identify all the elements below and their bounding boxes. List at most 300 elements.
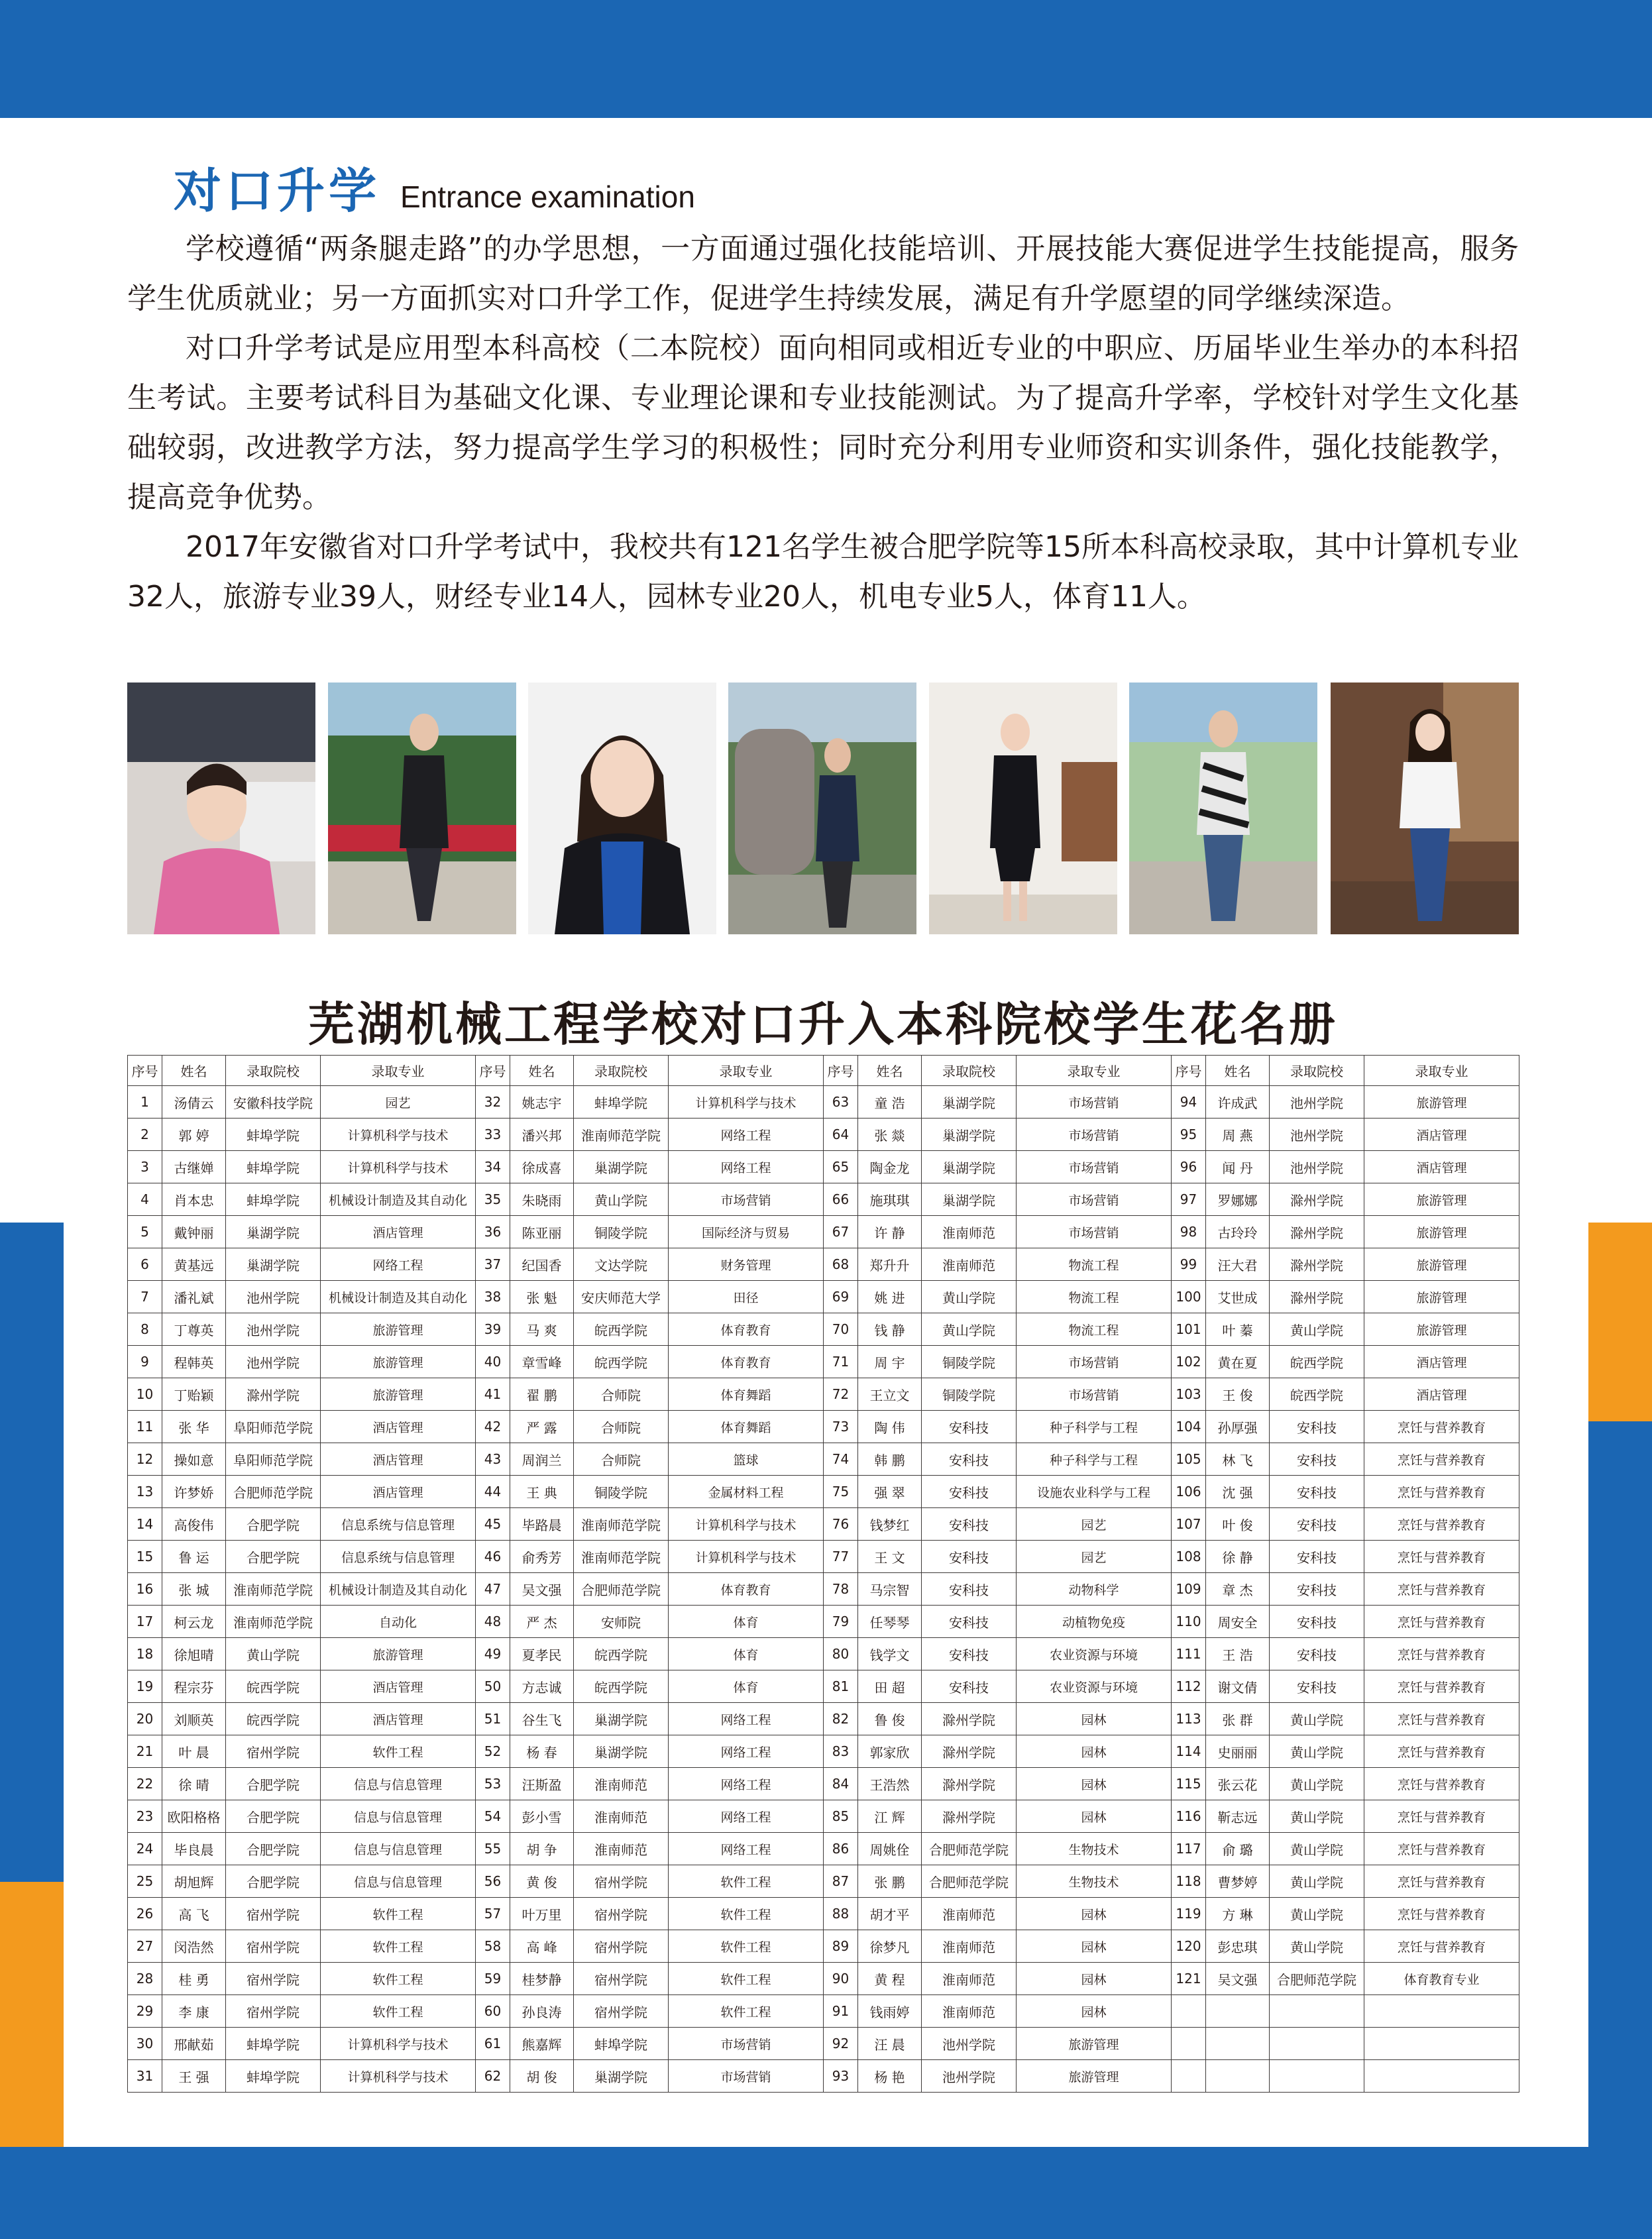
cell-major: 软件工程 — [669, 1865, 824, 1898]
cell-major: 网络工程 — [669, 1151, 824, 1183]
cell-name: 俞秀芳 — [510, 1541, 574, 1573]
cell-school: 黄山学院 — [1270, 1833, 1364, 1865]
cell-number: 24 — [128, 1833, 162, 1865]
cell-school: 黄山学院 — [1270, 1800, 1364, 1833]
cell-school: 安科技 — [922, 1443, 1017, 1476]
table-row — [128, 1086, 1519, 1119]
cell-name: 谢文倩 — [1206, 1670, 1270, 1703]
cell-name: 胡才平 — [858, 1898, 922, 1930]
cell-name: 胡旭辉 — [162, 1865, 226, 1898]
cell-school: 淮南师范 — [574, 1768, 669, 1800]
cell-major: 种子科学与工程 — [1017, 1411, 1172, 1443]
header-name: 姓名 — [858, 1056, 922, 1086]
cell-name: 郑升升 — [858, 1248, 922, 1281]
header-number: 序号 — [1172, 1056, 1206, 1086]
cell-number: 19 — [128, 1670, 162, 1703]
cell-number: 89 — [824, 1930, 858, 1963]
table-row — [128, 1411, 1519, 1443]
cell-number: 14 — [128, 1508, 162, 1541]
cell-number: 116 — [1172, 1800, 1206, 1833]
cell-major: 旅游管理 — [1364, 1248, 1519, 1281]
cell-major: 信息系统与信息管理 — [321, 1508, 476, 1541]
cell-name: 朱晓雨 — [510, 1183, 574, 1216]
cell-major: 园艺 — [1017, 1508, 1172, 1541]
cell-major: 体育 — [669, 1670, 824, 1703]
cell-number: 76 — [824, 1508, 858, 1541]
cell-number: 86 — [824, 1833, 858, 1865]
cell-major: 旅游管理 — [1017, 2060, 1172, 2093]
cell-school: 淮南师范 — [922, 1995, 1017, 2028]
cell-number: 34 — [476, 1151, 510, 1183]
table-row — [128, 1833, 1519, 1865]
cell-school: 蚌埠学院 — [226, 2060, 321, 2093]
cell-school: 宿州学院 — [226, 1995, 321, 2028]
cell-major: 物流工程 — [1017, 1248, 1172, 1281]
cell-school: 宿州学院 — [574, 1995, 669, 2028]
cell-number: 53 — [476, 1768, 510, 1800]
cell-major: 信息与信息管理 — [321, 1768, 476, 1800]
cell-number: 2 — [128, 1119, 162, 1151]
cell-name: 桂 勇 — [162, 1963, 226, 1995]
cell-major: 软件工程 — [321, 1930, 476, 1963]
cell-name: 丁贻颖 — [162, 1378, 226, 1411]
table-row — [128, 1313, 1519, 1346]
cell-name: 徐旭晴 — [162, 1638, 226, 1670]
cell-major: 计算机科学与技术 — [321, 1151, 476, 1183]
cell-name: 周 燕 — [1206, 1119, 1270, 1151]
cell-major: 市场营销 — [1017, 1216, 1172, 1248]
cell-major — [1364, 2060, 1519, 2093]
cell-major: 旅游管理 — [1364, 1313, 1519, 1346]
header-name: 姓名 — [1206, 1056, 1270, 1086]
cell-school: 合肥师范学院 — [1270, 1963, 1364, 1995]
cell-major: 旅游管理 — [1364, 1086, 1519, 1119]
cell-number: 71 — [824, 1346, 858, 1378]
cell-name: 古继婵 — [162, 1151, 226, 1183]
cell-major: 市场营销 — [669, 2060, 824, 2093]
cell-number: 15 — [128, 1541, 162, 1573]
cell-number: 6 — [128, 1248, 162, 1281]
cell-name: 史丽丽 — [1206, 1735, 1270, 1768]
roster-title: 芜湖机械工程学校对口升入本科院校学生花名册 — [308, 997, 1338, 1052]
cell-school: 池州学院 — [922, 2028, 1017, 2060]
cell-number: 109 — [1172, 1573, 1206, 1606]
cell-number: 97 — [1172, 1183, 1206, 1216]
cell-number: 114 — [1172, 1735, 1206, 1768]
cell-name: 鲁 运 — [162, 1541, 226, 1573]
cell-number: 79 — [824, 1606, 858, 1638]
cell-major: 金属材料工程 — [669, 1476, 824, 1508]
cell-number: 119 — [1172, 1898, 1206, 1930]
cell-number: 69 — [824, 1281, 858, 1313]
cell-major: 旅游管理 — [321, 1313, 476, 1346]
cell-major: 机械设计制造及其自动化 — [321, 1281, 476, 1313]
cell-name: 胡 争 — [510, 1833, 574, 1865]
cell-major: 烹饪与营养教育 — [1364, 1768, 1519, 1800]
cell-school: 宿州学院 — [226, 1963, 321, 1995]
cell-number: 90 — [824, 1963, 858, 1995]
cell-number: 22 — [128, 1768, 162, 1800]
cell-number: 30 — [128, 2028, 162, 2060]
cell-name: 叶万里 — [510, 1898, 574, 1930]
cell-major: 软件工程 — [321, 1963, 476, 1995]
table-row — [128, 1898, 1519, 1930]
cell-name: 钱 静 — [858, 1313, 922, 1346]
cell-major: 园林 — [1017, 1898, 1172, 1930]
cell-school: 宿州学院 — [226, 1735, 321, 1768]
student-photo — [728, 683, 916, 934]
cell-number: 85 — [824, 1800, 858, 1833]
cell-school: 皖西学院 — [226, 1670, 321, 1703]
cell-major: 体育舞蹈 — [669, 1378, 824, 1411]
cell-number: 10 — [128, 1378, 162, 1411]
cell-major: 园林 — [1017, 1995, 1172, 2028]
cell-name: 操如意 — [162, 1443, 226, 1476]
table-row — [128, 1638, 1519, 1670]
cell-name: 鲁 俊 — [858, 1703, 922, 1735]
cell-number: 20 — [128, 1703, 162, 1735]
cell-name: 钱梦红 — [858, 1508, 922, 1541]
cell-major: 软件工程 — [669, 1930, 824, 1963]
cell-number: 41 — [476, 1378, 510, 1411]
cell-number: 102 — [1172, 1346, 1206, 1378]
cell-name: 陈亚丽 — [510, 1216, 574, 1248]
cell-school: 池州学院 — [226, 1281, 321, 1313]
cell-major: 园艺 — [1017, 1541, 1172, 1573]
cell-major: 动植物免疫 — [1017, 1606, 1172, 1638]
cell-number: 83 — [824, 1735, 858, 1768]
cell-name: 方 琳 — [1206, 1898, 1270, 1930]
cell-major: 酒店管理 — [321, 1411, 476, 1443]
cell-number: 62 — [476, 2060, 510, 2093]
cell-major: 物流工程 — [1017, 1281, 1172, 1313]
cell-school: 皖西学院 — [574, 1638, 669, 1670]
cell-name: 徐 静 — [1206, 1541, 1270, 1573]
cell-school: 淮南师范 — [922, 1898, 1017, 1930]
cell-major: 旅游管理 — [1017, 2028, 1172, 2060]
table-row — [128, 1216, 1519, 1248]
cell-name: 程宗芬 — [162, 1670, 226, 1703]
cell-major: 烹饪与营养教育 — [1364, 1508, 1519, 1541]
cell-school: 宿州学院 — [574, 1865, 669, 1898]
cell-number: 81 — [824, 1670, 858, 1703]
cell-major: 体育 — [669, 1638, 824, 1670]
cell-number: 111 — [1172, 1638, 1206, 1670]
cell-school: 安庆师范大学 — [574, 1281, 669, 1313]
cell-number: 35 — [476, 1183, 510, 1216]
cell-school: 皖西学院 — [1270, 1378, 1364, 1411]
cell-school: 巢湖学院 — [574, 1151, 669, 1183]
table-row — [128, 1443, 1519, 1476]
cell-number: 63 — [824, 1086, 858, 1119]
cell-school: 合肥师范学院 — [922, 1865, 1017, 1898]
cell-name: 欧阳格格 — [162, 1800, 226, 1833]
cell-school: 合肥学院 — [226, 1508, 321, 1541]
cell-name: 童 浩 — [858, 1086, 922, 1119]
cell-major: 田径 — [669, 1281, 824, 1313]
cell-major: 烹饪与营养教育 — [1364, 1670, 1519, 1703]
cell-number: 72 — [824, 1378, 858, 1411]
header-school: 录取院校 — [574, 1056, 669, 1086]
cell-number: 99 — [1172, 1248, 1206, 1281]
cell-school: 黄山学院 — [1270, 1930, 1364, 1963]
cell-number: 96 — [1172, 1151, 1206, 1183]
cell-school: 宿州学院 — [574, 1898, 669, 1930]
cell-name: 章 杰 — [1206, 1573, 1270, 1606]
cell-school: 安科技 — [922, 1670, 1017, 1703]
cell-name: 胡 俊 — [510, 2060, 574, 2093]
cell-number: 59 — [476, 1963, 510, 1995]
cell-name: 叶 蓁 — [1206, 1313, 1270, 1346]
cell-name: 程韩英 — [162, 1346, 226, 1378]
cell-number: 45 — [476, 1508, 510, 1541]
table-row — [128, 1281, 1519, 1313]
header-school: 录取院校 — [226, 1056, 321, 1086]
cell-major: 体育舞蹈 — [669, 1411, 824, 1443]
cell-number: 66 — [824, 1183, 858, 1216]
cell-school: 巢湖学院 — [922, 1151, 1017, 1183]
table-row — [128, 2060, 1519, 2093]
cell-name: 夏孝民 — [510, 1638, 574, 1670]
cell-school: 黄山学院 — [1270, 1898, 1364, 1930]
cell-major: 计算机科学与技术 — [321, 2028, 476, 2060]
cell-number: 67 — [824, 1216, 858, 1248]
cell-major: 软件工程 — [321, 1898, 476, 1930]
cell-number: 95 — [1172, 1119, 1206, 1151]
cell-school: 蚌埠学院 — [574, 1086, 669, 1119]
cell-major: 信息与信息管理 — [321, 1800, 476, 1833]
table-row — [128, 1735, 1519, 1768]
cell-school: 合肥学院 — [226, 1541, 321, 1573]
cell-number: 44 — [476, 1476, 510, 1508]
table-header-row — [128, 1056, 1519, 1086]
cell-school: 淮南师范 — [922, 1963, 1017, 1995]
top-banner — [0, 0, 1652, 118]
cell-school: 淮南师范学院 — [574, 1508, 669, 1541]
cell-number: 32 — [476, 1086, 510, 1119]
cell-number: 84 — [824, 1768, 858, 1800]
cell-name: 任琴琴 — [858, 1606, 922, 1638]
cell-name: 戴钟丽 — [162, 1216, 226, 1248]
cell-school — [1270, 2028, 1364, 2060]
cell-number: 74 — [824, 1443, 858, 1476]
cell-school: 淮南师范 — [922, 1930, 1017, 1963]
cell-school: 蚌埠学院 — [226, 1151, 321, 1183]
cell-number: 121 — [1172, 1963, 1206, 1995]
cell-name: 王 典 — [510, 1476, 574, 1508]
cell-major: 动物科学 — [1017, 1573, 1172, 1606]
table-row — [128, 1541, 1519, 1573]
student-photo — [929, 683, 1117, 934]
cell-major: 网络工程 — [669, 1735, 824, 1768]
table-row — [128, 1963, 1519, 1995]
cell-school: 池州学院 — [1270, 1119, 1364, 1151]
cell-major: 旅游管理 — [321, 1346, 476, 1378]
cell-major: 酒店管理 — [321, 1476, 476, 1508]
cell-major: 旅游管理 — [321, 1638, 476, 1670]
cell-school: 淮南师范学院 — [574, 1119, 669, 1151]
cell-name: 黄在夏 — [1206, 1346, 1270, 1378]
cell-number: 47 — [476, 1573, 510, 1606]
header-school: 录取院校 — [1270, 1056, 1364, 1086]
cell-name: 陶金龙 — [858, 1151, 922, 1183]
cell-school: 安科技 — [922, 1508, 1017, 1541]
cell-major: 烹饪与营养教育 — [1364, 1833, 1519, 1865]
cell-school: 安科技 — [922, 1638, 1017, 1670]
cell-number: 60 — [476, 1995, 510, 2028]
cell-major: 市场营销 — [1017, 1151, 1172, 1183]
cell-number: 105 — [1172, 1443, 1206, 1476]
cell-name: 徐成喜 — [510, 1151, 574, 1183]
cell-name: 汪大君 — [1206, 1248, 1270, 1281]
cell-school: 皖西学院 — [1270, 1346, 1364, 1378]
cell-school: 滁州学院 — [922, 1703, 1017, 1735]
cell-number: 40 — [476, 1346, 510, 1378]
cell-name: 林 飞 — [1206, 1443, 1270, 1476]
cell-school: 池州学院 — [226, 1346, 321, 1378]
cell-name: 张 魁 — [510, 1281, 574, 1313]
cell-school: 滁州学院 — [1270, 1216, 1364, 1248]
cell-name: 郭 婷 — [162, 1119, 226, 1151]
cell-major: 机械设计制造及其自动化 — [321, 1183, 476, 1216]
cell-number: 25 — [128, 1865, 162, 1898]
bottom-banner — [0, 2147, 1652, 2239]
cell-number: 93 — [824, 2060, 858, 2093]
cell-number: 113 — [1172, 1703, 1206, 1735]
cell-school: 安科技 — [1270, 1670, 1364, 1703]
cell-number: 12 — [128, 1443, 162, 1476]
cell-name: 桂梦静 — [510, 1963, 574, 1995]
cell-name: 沈 强 — [1206, 1476, 1270, 1508]
cell-name: 纪国香 — [510, 1248, 574, 1281]
cell-school: 安科技 — [1270, 1606, 1364, 1638]
intro-paragraph: 学校遵循“两条腿走路”的办学思想，一方面通过强化技能培训、开展技能大赛促进学生技能提高，服务学生优质就业；另一方面抓实对口升学工作，促进学生持续发展，满足有升学愿望的同学继续深造。 — [127, 232, 1519, 315]
cell-name: 钱学文 — [858, 1638, 922, 1670]
cell-school: 淮南师范学院 — [574, 1541, 669, 1573]
cell-school: 安科技 — [1270, 1443, 1364, 1476]
cell-name: 孙厚强 — [1206, 1411, 1270, 1443]
cell-name: 肖本忠 — [162, 1183, 226, 1216]
cell-number: 107 — [1172, 1508, 1206, 1541]
cell-number: 42 — [476, 1411, 510, 1443]
cell-name: 郭家欣 — [858, 1735, 922, 1768]
cell-name: 方志诚 — [510, 1670, 574, 1703]
cell-number: 82 — [824, 1703, 858, 1735]
cell-number: 52 — [476, 1735, 510, 1768]
cell-school: 合肥学院 — [226, 1768, 321, 1800]
cell-major: 烹饪与营养教育 — [1364, 1800, 1519, 1833]
cell-name: 汪斯盈 — [510, 1768, 574, 1800]
cell-number: 73 — [824, 1411, 858, 1443]
cell-school: 合师院 — [574, 1378, 669, 1411]
cell-major: 生物技术 — [1017, 1833, 1172, 1865]
table-row — [128, 2028, 1519, 2060]
intro-paragraph: 2017年安徽省对口升学考试中，我校共有121名学生被合肥学院等15所本科高校录取，其中计算机专业32人，旅游专业39人，财经专业14人，园林专业20人，机电专业5人，体育11人。 — [127, 530, 1519, 614]
cell-school: 安徽科技学院 — [226, 1086, 321, 1119]
cell-school: 合肥学院 — [226, 1865, 321, 1898]
cell-number: 77 — [824, 1541, 858, 1573]
cell-name: 潘礼斌 — [162, 1281, 226, 1313]
cell-number: 68 — [824, 1248, 858, 1281]
cell-number: 118 — [1172, 1865, 1206, 1898]
cell-school: 滁州学院 — [226, 1378, 321, 1411]
cell-number: 49 — [476, 1638, 510, 1670]
cell-name: 韩 鹏 — [858, 1443, 922, 1476]
cell-major: 烹饪与营养教育 — [1364, 1541, 1519, 1573]
cell-major: 酒店管理 — [321, 1670, 476, 1703]
cell-school: 滁州学院 — [1270, 1248, 1364, 1281]
right-side-accent — [1588, 1223, 1652, 1421]
cell-major: 软件工程 — [321, 1995, 476, 2028]
cell-major: 烹饪与营养教育 — [1364, 1898, 1519, 1930]
cell-number: 103 — [1172, 1378, 1206, 1411]
table-row — [128, 1378, 1519, 1411]
cell-major: 旅游管理 — [1364, 1216, 1519, 1248]
cell-major: 酒店管理 — [321, 1443, 476, 1476]
cell-school: 滁州学院 — [922, 1800, 1017, 1833]
cell-name: 周姚佺 — [858, 1833, 922, 1865]
header-major: 录取专业 — [1364, 1056, 1519, 1086]
cell-name: 丁尊英 — [162, 1313, 226, 1346]
cell-major: 园林 — [1017, 1963, 1172, 1995]
cell-school: 铜陵学院 — [574, 1216, 669, 1248]
cell-name: 闻 丹 — [1206, 1151, 1270, 1183]
cell-number: 56 — [476, 1865, 510, 1898]
cell-major: 网络工程 — [321, 1248, 476, 1281]
cell-school: 巢湖学院 — [922, 1119, 1017, 1151]
cell-school: 黄山学院 — [922, 1313, 1017, 1346]
student-photo — [1129, 683, 1317, 934]
cell-name: 叶 俊 — [1206, 1508, 1270, 1541]
cell-number: 108 — [1172, 1541, 1206, 1573]
header-name: 姓名 — [510, 1056, 574, 1086]
cell-name: 章雪峰 — [510, 1346, 574, 1378]
cell-number: 75 — [824, 1476, 858, 1508]
table-row — [128, 1865, 1519, 1898]
cell-number: 36 — [476, 1216, 510, 1248]
cell-school: 宿州学院 — [574, 1963, 669, 1995]
cell-school: 巢湖学院 — [574, 1735, 669, 1768]
cell-school: 巢湖学院 — [226, 1248, 321, 1281]
cell-major: 软件工程 — [669, 1995, 824, 2028]
cell-school: 淮南师范 — [574, 1833, 669, 1865]
cell-major: 园林 — [1017, 1735, 1172, 1768]
cell-number: 50 — [476, 1670, 510, 1703]
cell-name: 毕路晨 — [510, 1508, 574, 1541]
cell-number: 104 — [1172, 1411, 1206, 1443]
cell-major: 旅游管理 — [1364, 1281, 1519, 1313]
cell-school — [1270, 2060, 1364, 2093]
cell-name: 严 杰 — [510, 1606, 574, 1638]
cell-school: 蚌埠学院 — [226, 1183, 321, 1216]
table-row — [128, 1670, 1519, 1703]
section-heading — [174, 152, 695, 219]
cell-number: 43 — [476, 1443, 510, 1476]
cell-name: 彭忠琪 — [1206, 1930, 1270, 1963]
cell-number: 37 — [476, 1248, 510, 1281]
cell-number: 92 — [824, 2028, 858, 2060]
cell-number: 38 — [476, 1281, 510, 1313]
table-row — [128, 1606, 1519, 1638]
cell-name: 陶 伟 — [858, 1411, 922, 1443]
cell-name: 高俊伟 — [162, 1508, 226, 1541]
cell-name: 黄 俊 — [510, 1865, 574, 1898]
cell-major: 网络工程 — [669, 1768, 824, 1800]
cell-major: 网络工程 — [669, 1800, 824, 1833]
cell-number: 94 — [1172, 1086, 1206, 1119]
cell-major: 体育教育专业 — [1364, 1963, 1519, 1995]
cell-name: 艾世成 — [1206, 1281, 1270, 1313]
